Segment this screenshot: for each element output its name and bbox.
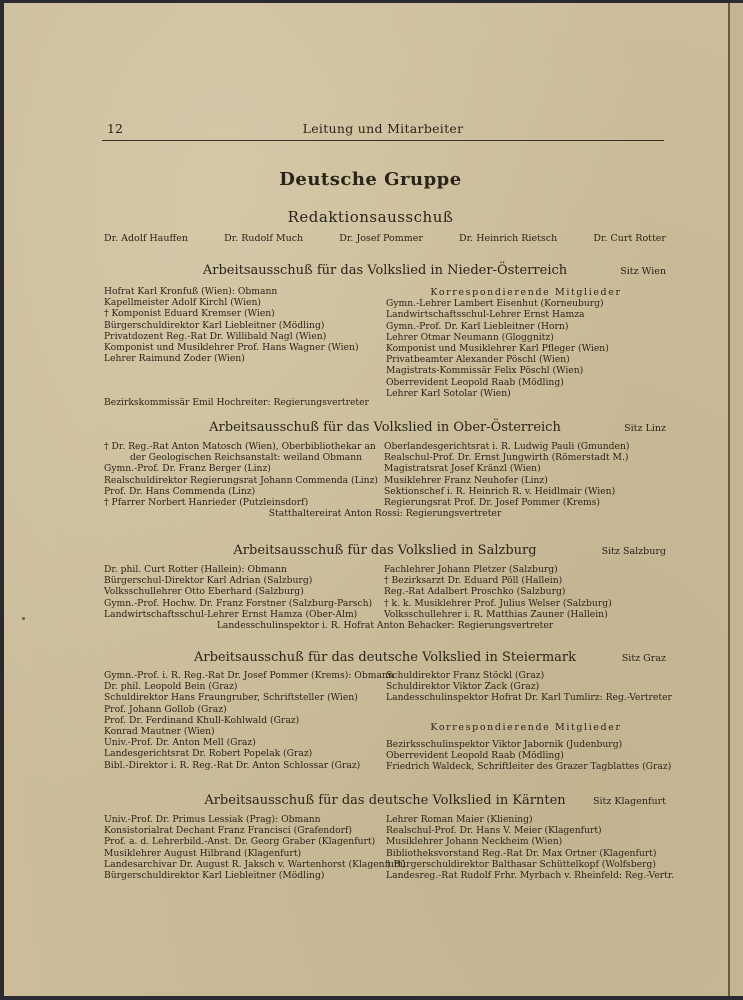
section-left-column bbox=[104, 286, 369, 409]
member-entry: Bezirksschulinspektor Viktor Jabornik (Judenburg) bbox=[386, 738, 623, 750]
redaktion-member: Dr. Josef Pommer bbox=[339, 233, 423, 244]
member-entry: Prof. a. d. Lehrerbild.-Anst. Dr. Georg Graber (Klagenfurt) bbox=[104, 836, 376, 848]
member-entry: Friedrich Waldeck, Schriftleiter des Grazer Tagblattes (Graz) bbox=[386, 761, 672, 773]
document-page bbox=[4, 3, 737, 996]
page-number: 12 bbox=[107, 121, 123, 136]
section-left-column bbox=[104, 814, 406, 881]
member-entry: Realschuldirektor Regierungsrat Johann Commenda (Linz) bbox=[104, 474, 379, 486]
member-entry: Reg.-Rat Adalbert Proschko (Salzburg) bbox=[384, 586, 566, 598]
section-heading bbox=[104, 793, 666, 811]
member-entry: Realschul-Prof. Dr. Hans V. Meier (Klagenfurt) bbox=[386, 825, 602, 837]
member-entry: Fachlehrer Johann Pletzer (Salzburg) bbox=[384, 564, 558, 575]
section-seat: Sitz Salzburg bbox=[601, 546, 666, 557]
member-entry: Kapellmeister Adolf Kirchl (Wien) bbox=[104, 297, 261, 309]
member-entry: Musiklehrer August Hilbrand (Klagenfurt) bbox=[104, 847, 302, 859]
member-entry: Dr. phil. Curt Rotter (Hallein): Obmann bbox=[104, 564, 287, 575]
member-entry: Regierungsrat Prof. Dr. Josef Pommer (Krems) bbox=[384, 496, 601, 508]
section-seat: Sitz Linz bbox=[624, 423, 666, 434]
paper-blemish bbox=[22, 617, 25, 620]
member-entry: † k. k. Musiklehrer Prof. Julius Welser (Salzburg) bbox=[384, 597, 612, 609]
member-entry: Bibl.-Direktor i. R. Reg.-Rat Dr. Anton Schlossar (Graz) bbox=[104, 759, 361, 771]
member-entry: Bürgerschuldirektor Karl Liebleitner (Mödling) bbox=[104, 319, 325, 331]
section-title: Arbeitsausschuß für das Volkslied in Nieder-Österreich bbox=[202, 263, 568, 278]
member-entry: Musiklehrer Johann Neckheim (Wien) bbox=[386, 836, 563, 848]
section-seat: Sitz Wien bbox=[620, 266, 666, 277]
member-entry: Bürgerschul-Direktor Karl Adrian (Salzburg) bbox=[104, 575, 313, 587]
member-entry: Lehrer Otmar Neumann (Gloggnitz) bbox=[386, 331, 554, 343]
member-entry: † Bürgerschuldirektor Balthasar Schüttelkopf (Wolfsberg) bbox=[386, 858, 656, 870]
member-entry: Bibliotheksvorstand Reg.-Rat Dr. Max Ortner (Klagenfurt) bbox=[386, 847, 657, 859]
member-entry: Magistratsrat Josef Kränzl (Wien) bbox=[384, 463, 541, 475]
member-entry: Oberrevident Leopold Raab (Mödling) bbox=[386, 749, 564, 761]
member-entry: Landesgerichtsrat Dr. Robert Popelak (Graz) bbox=[104, 748, 313, 760]
member-entry: Sektionschef i. R. Heinrich R. v. Heidlmair (Wien) bbox=[384, 485, 616, 497]
member-entry: Musiklehrer Franz Neuhofer (Linz) bbox=[384, 474, 548, 486]
government-representative: Statthaltereirat Anton Rossi: Regierungsvertreter bbox=[268, 508, 502, 519]
section-seat: Sitz Klagenfurt bbox=[592, 796, 666, 807]
member-entry: Realschul-Prof. Dr. Ernst Jungwirth (Römerstadt M.) bbox=[384, 452, 629, 464]
section-heading bbox=[104, 263, 666, 281]
member-entry: Lehrer Raimund Zoder (Wien) bbox=[104, 353, 245, 365]
member-entry: Komponist und Musiklehrer Karl Pfleger (Wien) bbox=[386, 342, 609, 354]
member-entry: Oberrevident Leopold Raab (Mödling) bbox=[386, 376, 564, 388]
member-entry: Prof. Dr. Ferdinand Khull-Kohlwald (Graz) bbox=[104, 714, 300, 726]
corresponding-members-heading: Korrespondierende Mitglieder bbox=[430, 721, 622, 733]
redaktion-member: Dr. Rudolf Much bbox=[224, 233, 304, 244]
section-title: Arbeitsausschuß für das Volkslied in Ober-Österreich bbox=[209, 420, 561, 435]
member-entry: Univ.-Prof. Dr. Anton Mell (Graz) bbox=[104, 737, 256, 749]
section-right-column bbox=[386, 814, 674, 881]
section-heading bbox=[104, 420, 666, 438]
member-entry: Schuldirektor Franz Stöckl (Graz) bbox=[386, 670, 545, 681]
member-entry: Lehrer Roman Maier (Kliening) bbox=[386, 814, 533, 825]
redaktion-member: Dr. Curt Rotter bbox=[593, 233, 666, 244]
member-entry: Dr. phil. Leopold Bein (Graz) bbox=[104, 681, 238, 693]
redaktion-title: Redaktionsausschuß bbox=[287, 208, 454, 226]
section-left-column bbox=[104, 564, 372, 620]
section-right-column bbox=[386, 670, 672, 773]
member-entry: † Dr. Reg.-Rat Anton Matosch (Wien), Oberbibliothekar an bbox=[104, 441, 376, 452]
redaktion-member: Dr. Heinrich Rietsch bbox=[459, 233, 558, 244]
member-entry: Gymn.-Lehrer Lambert Eisenhut (Korneuburg) bbox=[386, 298, 604, 310]
member-entry: Hofrat Karl Kronfuß (Wien): Obmann bbox=[104, 286, 278, 297]
member-entry: Prof. Johann Gollob (Graz) bbox=[104, 703, 227, 715]
member-entry: Landesschulinspektor Hofrat Dr. Karl Tumlirz: Reg.-Vertreter bbox=[386, 692, 672, 704]
section-title: Arbeitsausschuß für das deutsche Volkslied in Kärnten bbox=[204, 793, 566, 808]
section-right-column bbox=[384, 564, 612, 620]
section-right-column bbox=[384, 441, 630, 508]
member-entry: Schuldirektor Viktor Zack (Graz) bbox=[386, 681, 540, 693]
member-entry: Oberlandesgerichtsrat i. R. Ludwig Pauli (Gmunden) bbox=[384, 441, 630, 452]
page-edge-strip bbox=[730, 3, 743, 996]
member-entry: Landesarchivar Dr. August R. Jaksch v. Wartenhorst (Klagenfurt) bbox=[104, 858, 406, 870]
member-entry: Prof. Dr. Hans Commenda (Linz) bbox=[104, 485, 256, 497]
section-left-column bbox=[104, 441, 378, 508]
member-entry: Landwirtschaftsschul-Lehrer Ernst Hamza (Ober-Alm) bbox=[104, 608, 358, 620]
section-title: Arbeitsausschuß für das Volkslied in Salzburg bbox=[233, 543, 537, 558]
member-entry: Landesreg.-Rat Rudolf Frhr. Myrbach v. Rheinfeld: Reg.-Vertr. bbox=[386, 869, 675, 881]
section-left-column bbox=[104, 670, 394, 771]
member-entry: Magistrats-Kommissär Felix Pöschl (Wien) bbox=[386, 365, 584, 377]
member-entry: Volksschullehrer Otto Eberhard (Salzburg) bbox=[104, 586, 304, 598]
section-right-column bbox=[386, 287, 666, 399]
government-representative: Landesschulinspektor i. R. Hofrat Anton Behacker: Regierungsvertreter bbox=[216, 620, 554, 631]
member-entry: Schuldirektor Hans Fraungruber, Schriftsteller (Wien) bbox=[104, 692, 358, 704]
member-entry: Gymn.-Prof. Dr. Karl Liebleitner (Horn) bbox=[386, 320, 569, 332]
redaktion-members bbox=[104, 233, 666, 244]
member-entry: † Bezirksarzt Dr. Eduard Pöll (Hallein) bbox=[384, 575, 563, 587]
section-heading bbox=[104, 650, 666, 668]
member-entry: Komponist und Musiklehrer Prof. Hans Wagner (Wien) bbox=[104, 341, 359, 353]
member-entry: Konsistorialrat Dechant Franz Francisci (Grafendorf) bbox=[104, 825, 352, 837]
corresponding-members-heading: Korrespondierende Mitglieder bbox=[430, 287, 622, 298]
member-entry: Volksschullehrer i. R. Matthias Zauner (Hallein) bbox=[384, 608, 608, 620]
member-entry-continuation: der Geologischen Reichsanstalt: weiland Obmann bbox=[130, 452, 363, 464]
group-title: Deutsche Gruppe bbox=[279, 169, 462, 190]
member-entry: Privatdozent Reg.-Rat Dr. Willibald Nagl (Wien) bbox=[104, 330, 327, 342]
member-entry: Bürgerschuldirektor Karl Liebleitner (Mödling) bbox=[104, 869, 325, 881]
section-title: Arbeitsausschuß für das deutsche Volkslied in Steiermark bbox=[193, 650, 577, 665]
member-entry: Landwirtschaftsschul-Lehrer Ernst Hamza bbox=[386, 309, 585, 321]
member-entry: † Komponist Eduard Kremser (Wien) bbox=[104, 308, 275, 320]
government-representative: Bezirkskommissär Emil Hochreiter: Regierungsvertreter bbox=[104, 397, 369, 409]
running-head bbox=[102, 120, 664, 141]
member-entry: Gymn.-Prof. i. R. Reg.-Rat Dr. Josef Pommer (Krems): Obmann bbox=[104, 670, 394, 681]
section-seat: Sitz Graz bbox=[621, 653, 666, 664]
member-entry: † Pfarrer Norbert Hanrieder (Putzleinsdorf) bbox=[104, 496, 309, 508]
member-entry: Privatbeamter Alexander Pöschl (Wien) bbox=[386, 354, 570, 366]
member-entry: Lehrer Karl Sotolar (Wien) bbox=[386, 387, 511, 399]
member-entry: Univ.-Prof. Dr. Primus Lessiak (Prag): Obmann bbox=[104, 814, 321, 825]
redaktion-member: Dr. Adolf Hauffen bbox=[104, 233, 188, 244]
member-entry: Gymn.-Prof. Hochw. Dr. Franz Forstner (Salzburg-Parsch) bbox=[104, 597, 373, 609]
member-entry: Gymn.-Prof. Dr. Franz Berger (Linz) bbox=[104, 463, 271, 475]
member-entry: Konrad Mautner (Wien) bbox=[104, 725, 215, 737]
running-title: Leitung und Mitarbeiter bbox=[302, 121, 464, 136]
section-heading bbox=[104, 543, 666, 561]
